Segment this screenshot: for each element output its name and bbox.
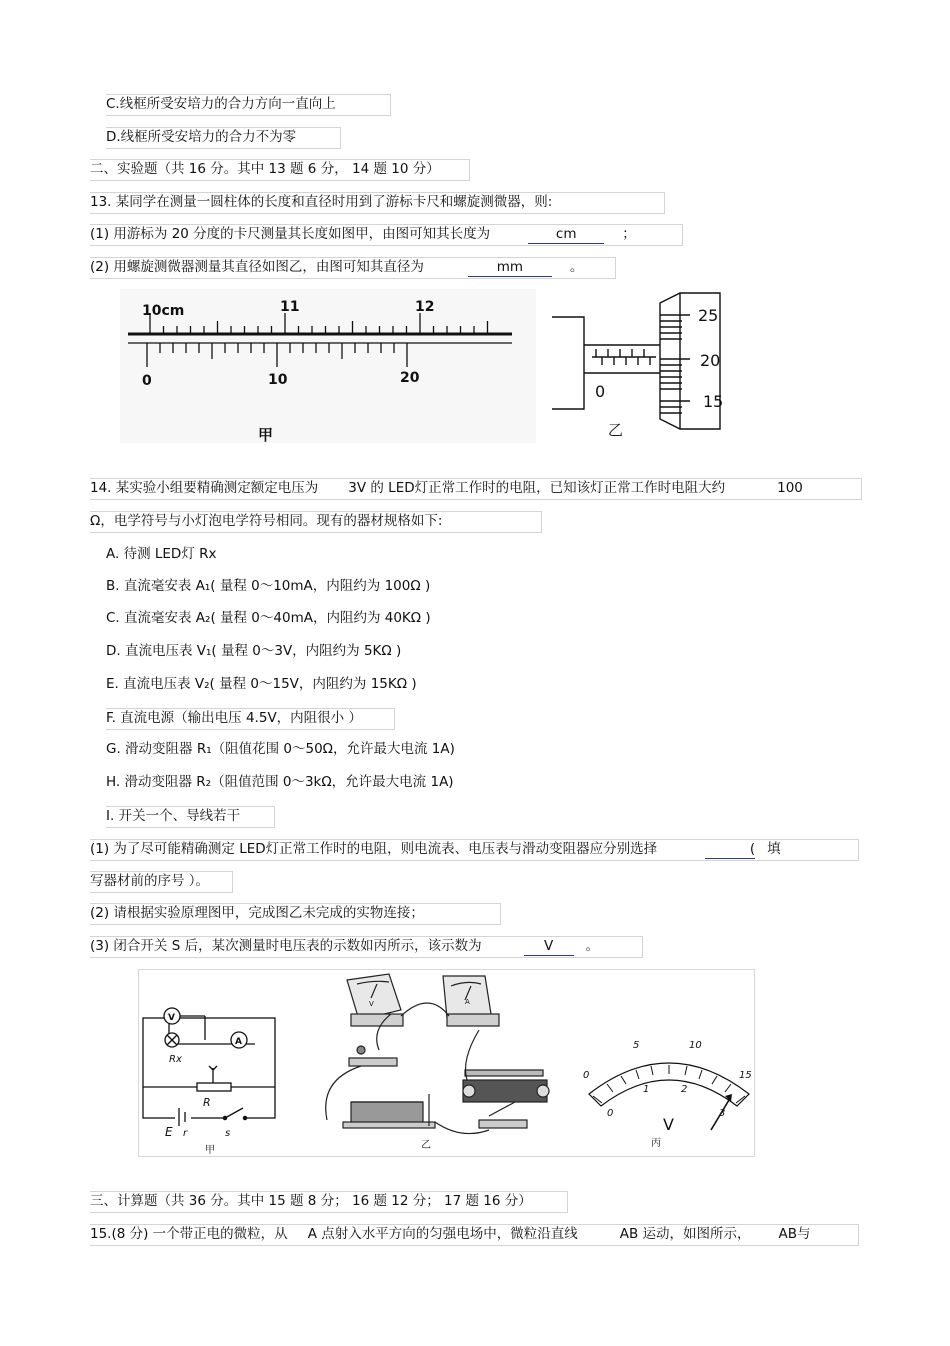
dial-upper-0: 0 <box>583 1070 590 1081</box>
q14-part1-fill: ( <box>749 841 756 857</box>
dial-unit: V <box>663 1115 674 1134</box>
q13-part2-blank[interactable] <box>468 258 552 277</box>
q15-b: A 点射入水平方向的匀强电场中，微粒沿直线 <box>307 1226 578 1242</box>
q13-part1 <box>90 224 683 246</box>
circuit-s-label: s <box>225 1128 231 1139</box>
dial-caption: 丙 <box>651 1138 661 1149</box>
q14-part3-blank[interactable] <box>524 937 574 956</box>
equipment-c: C. 直流毫安表 A₂( 量程 0～40mA，内阻约为 40KΩ ) <box>106 610 431 626</box>
q13-part1-unit: cm <box>555 226 577 242</box>
caliper-label-12: 12 <box>415 299 435 315</box>
q14-stem-line1 <box>90 478 862 500</box>
q13-part1-end: ； <box>622 226 636 242</box>
q14-part1-text: (1) 为了尽可能精确测定 LED灯正常工作时的电阻，则电流表、电压表与滑动变阻器应分别选择 <box>90 841 658 857</box>
figure-circuit-experiment <box>138 969 755 1157</box>
figure-caliper-micrometer <box>120 289 746 443</box>
dial-lower-3: 3 <box>719 1108 726 1119</box>
q14-part1-tail: 填 <box>767 841 781 857</box>
equipment-e: E. 直流电压表 V₂( 量程 0～15V，内阻约为 15KΩ ) <box>106 676 417 692</box>
equipment-d: D. 直流电压表 V₁( 量程 0～3V，内阻约为 5KΩ ) <box>106 643 402 659</box>
circuit-caption: 甲 <box>205 1145 215 1156</box>
circuit-voltmeter-label: V <box>168 1013 175 1023</box>
objects-caption: 乙 <box>421 1140 431 1151</box>
q15-c: AB 运动，如图所示， <box>619 1226 751 1242</box>
q14-part3-text: (3) 闭合开关 S 后，某次测量时电压表的示数如丙所示，该示数为 <box>90 938 482 954</box>
dial-lower-1: 1 <box>643 1084 650 1095</box>
q13-part2-unit: mm <box>496 259 524 275</box>
q13-part1-blank[interactable] <box>528 225 604 244</box>
micrometer-caption: 乙 <box>608 421 624 439</box>
section2-title: 二、实验题（共 16 分。其中 13 题 6 分， 14 题 10 分） <box>90 159 470 181</box>
option-c: C.线框所受安培力的合力方向一直向上 <box>106 94 391 116</box>
caliper-label-10cm: 10cm <box>142 303 185 319</box>
micrometer-label-20: 20 <box>700 351 721 370</box>
dial-upper-5: 5 <box>633 1040 640 1051</box>
dial-upper-10: 10 <box>689 1040 702 1051</box>
option-d: D.线框所受安培力的合力不为零 <box>106 127 341 149</box>
q15-d: AB与 <box>778 1226 811 1242</box>
equipment-f: F. 直流电源（输出电压 4.5V，内阻很小 ） <box>106 708 395 730</box>
physical-setup <box>326 974 549 1134</box>
q14-part1-cont: 写器材前的序号 ）。 <box>90 871 233 893</box>
equipment-b: B. 直流毫安表 A₁( 量程 0～10mA，内阻约为 100Ω ) <box>106 578 431 594</box>
q14-part1 <box>90 839 859 861</box>
q14-part3-end: 。 <box>585 938 600 954</box>
q14-part3 <box>90 936 643 958</box>
q15-a: 15.(8 分) 一个带正电的微粒，从 <box>90 1226 288 1242</box>
circuit-r-label: R <box>203 1096 211 1109</box>
q13-part2 <box>90 257 616 279</box>
q14-stem-line2: Ω，电学符号与小灯泡电学符号相同。现有的器材规格如下: <box>90 511 542 533</box>
object-ammeter-label: A <box>465 998 470 1006</box>
equipment-a: A. 待测 LED灯 Rx <box>106 546 217 562</box>
caliper-label-11: 11 <box>280 299 300 315</box>
q13-stem: 13. 某同学在测量一圆柱体的长度和直径时用到了游标卡尺和螺旋测微器，则: <box>90 192 665 214</box>
q14-stem-c: 100 <box>777 480 803 496</box>
vernier-label-0: 0 <box>142 373 152 389</box>
equipment-i: I. 开关一个、导线若干 <box>106 806 275 828</box>
q14-part2: (2) 请根据实验原理图甲，完成图乙未完成的实物连接； <box>90 903 501 925</box>
equipment-g: G. 滑动变阻器 R₁（阻值花围 0～50Ω，允许最大电流 1A) <box>106 741 455 757</box>
caliper-caption: 甲 <box>258 426 274 443</box>
q14-part3-unit: V <box>543 938 554 954</box>
q14-stem-a: 14. 某实验小组要精确测定额定电压为 <box>90 480 319 496</box>
q14-part1-blank[interactable] <box>705 840 755 859</box>
dial-lower-2: 2 <box>681 1084 688 1095</box>
micrometer-label-25: 25 <box>698 306 719 325</box>
micrometer-label-0: 0 <box>595 382 606 401</box>
circuit-rx-label: Rx <box>169 1054 182 1065</box>
q15-stem <box>90 1224 859 1246</box>
circuit-e-label: E <box>165 1125 173 1139</box>
q14-stem-b: 3V 的 LED灯正常工作时的电阻，已知该灯正常工作时电阻大约 <box>348 480 726 496</box>
equipment-h: H. 滑动变阻器 R₂（阻值范围 0～3kΩ，允许最大电流 1A) <box>106 774 454 790</box>
q13-part2-text: (2) 用螺旋测微器测量其直径如图乙，由图可知其直径为 <box>90 259 424 275</box>
dial-upper-15: 15 <box>739 1070 752 1081</box>
circuit-ammeter-label: A <box>235 1037 242 1047</box>
micrometer-label-15: 15 <box>703 392 724 411</box>
dial-lower-0: 0 <box>607 1108 614 1119</box>
circuit-rsmall-label: r <box>183 1128 188 1139</box>
object-voltmeter-label: V <box>369 1000 374 1008</box>
section3-title: 三、计算题（共 36 分。其中 15 题 8 分； 16 题 12 分； 17 题 16 分） <box>90 1191 568 1213</box>
q13-part1-text: (1) 用游标为 20 分度的卡尺测量其长度如图甲，由图可知其长度为 <box>90 226 491 242</box>
q13-part2-end: 。 <box>569 259 584 275</box>
vernier-label-20: 20 <box>400 370 420 386</box>
vernier-label-10: 10 <box>268 372 288 388</box>
